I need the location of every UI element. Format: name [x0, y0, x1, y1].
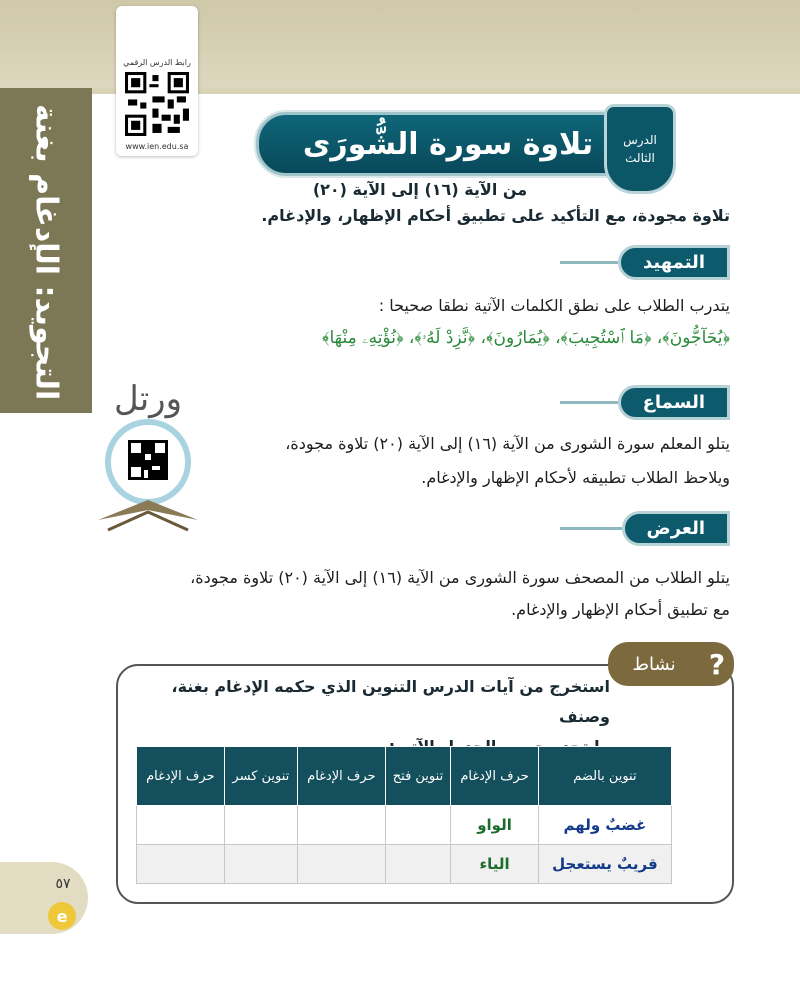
table-cell[interactable]: الياء: [451, 845, 539, 884]
classification-table: [136, 746, 672, 884]
section-divider: [560, 401, 618, 404]
section-divider: [560, 261, 618, 264]
listening-line1: يتلو المعلم سورة الشورى من الآية (١٦) إلى الآية (٢٠) تلاوة مجودة،: [285, 434, 730, 453]
section-header-listening: [560, 382, 730, 422]
listening-line2: ويلاحظ الطلاب تطبيقه لأحكام الإظهار والإدغام.: [421, 468, 730, 487]
lesson-badge-line2: الثالث: [625, 151, 655, 165]
table-row: [137, 845, 672, 884]
table-header: تنوين بالضم: [538, 747, 671, 806]
display-line1: يتلو الطلاب من المصحف سورة الشورى من الآية (١٦) إلى الآية (٢٠) تلاوة مجودة،: [190, 568, 730, 587]
digital-lesson-qr-card[interactable]: [116, 6, 198, 156]
display-line2: مع تطبيق أحكام الإظهار والإدغام.: [511, 600, 730, 619]
verse-range: من الآية (١٦) إلى الآية (٢٠): [312, 180, 528, 199]
table-cell[interactable]: [298, 806, 386, 845]
publisher-logo-icon: e: [48, 902, 76, 930]
activity-line1: استخرج من آيات الدرس التنوين الذي حكمه الإدغام بغنة، وصنف: [171, 677, 610, 726]
lesson-badge-line1: الدرس: [623, 133, 657, 147]
lesson-goal: تلاوة مجودة، مع التأكيد على تطبيق أحكام الإظهار، والإدغام.: [261, 206, 730, 225]
rattil-logo-icon[interactable]: [88, 370, 208, 540]
table-header: حرف الإدغام: [137, 747, 225, 806]
table-header-row: [137, 747, 672, 806]
chapter-sidebar-title: التجويد: الإدغام بغنة: [28, 103, 64, 401]
section-title-display: العرض: [622, 511, 731, 546]
section-title-intro: التمهيد: [618, 245, 730, 280]
table-cell[interactable]: [137, 845, 225, 884]
table-cell[interactable]: غضبٌ ولهم: [538, 806, 671, 845]
section-header-intro: [560, 242, 730, 282]
table-cell[interactable]: الواو: [451, 806, 539, 845]
table-header: تنوين كسر: [224, 747, 297, 806]
question-icon: ?: [700, 642, 734, 686]
table-header: حرف الإدغام: [298, 747, 386, 806]
lesson-title-banner: [256, 112, 640, 176]
table-row: [137, 806, 672, 845]
intro-text: يتدرب الطلاب على نطق الكلمات الآتية نطقا صحيحا :: [378, 296, 730, 315]
qr-code-icon[interactable]: [125, 72, 189, 136]
chapter-sidebar-title-box: [6, 92, 86, 412]
quran-words: ﴿يُحَآجُّونَ﴾، ﴿مَا ٱسْتُجِيبَ﴾، ﴿يُمَارُونَ﴾، ﴿نَّزِدْ لَهُۥ﴾، ﴿نُؤْتِهِۦ مِنْهَا﴾: [321, 328, 730, 348]
table-header: تنوين فتح: [385, 747, 451, 806]
table-cell[interactable]: [137, 806, 225, 845]
table-cell[interactable]: قريبٌ يستعجل: [538, 845, 671, 884]
qr-label: رابط الدرس الرقمي: [123, 58, 191, 67]
section-title-listening: السماع: [618, 385, 730, 420]
activity-tab: نشاط: [608, 642, 700, 686]
section-divider: [560, 527, 622, 530]
section-header-display: [560, 508, 730, 548]
table-cell[interactable]: [298, 845, 386, 884]
table-cell[interactable]: [224, 806, 297, 845]
table-cell[interactable]: [385, 845, 451, 884]
qr-url: www.ien.edu.sa: [125, 142, 189, 151]
table-cell[interactable]: [224, 845, 297, 884]
table-header: حرف الإدغام: [451, 747, 539, 806]
page-number: ٥٧: [55, 876, 71, 892]
logo-word: ورتل: [113, 379, 183, 419]
lesson-title: تلاوة سورة الشُّورَى: [302, 126, 594, 162]
table-cell[interactable]: [385, 806, 451, 845]
